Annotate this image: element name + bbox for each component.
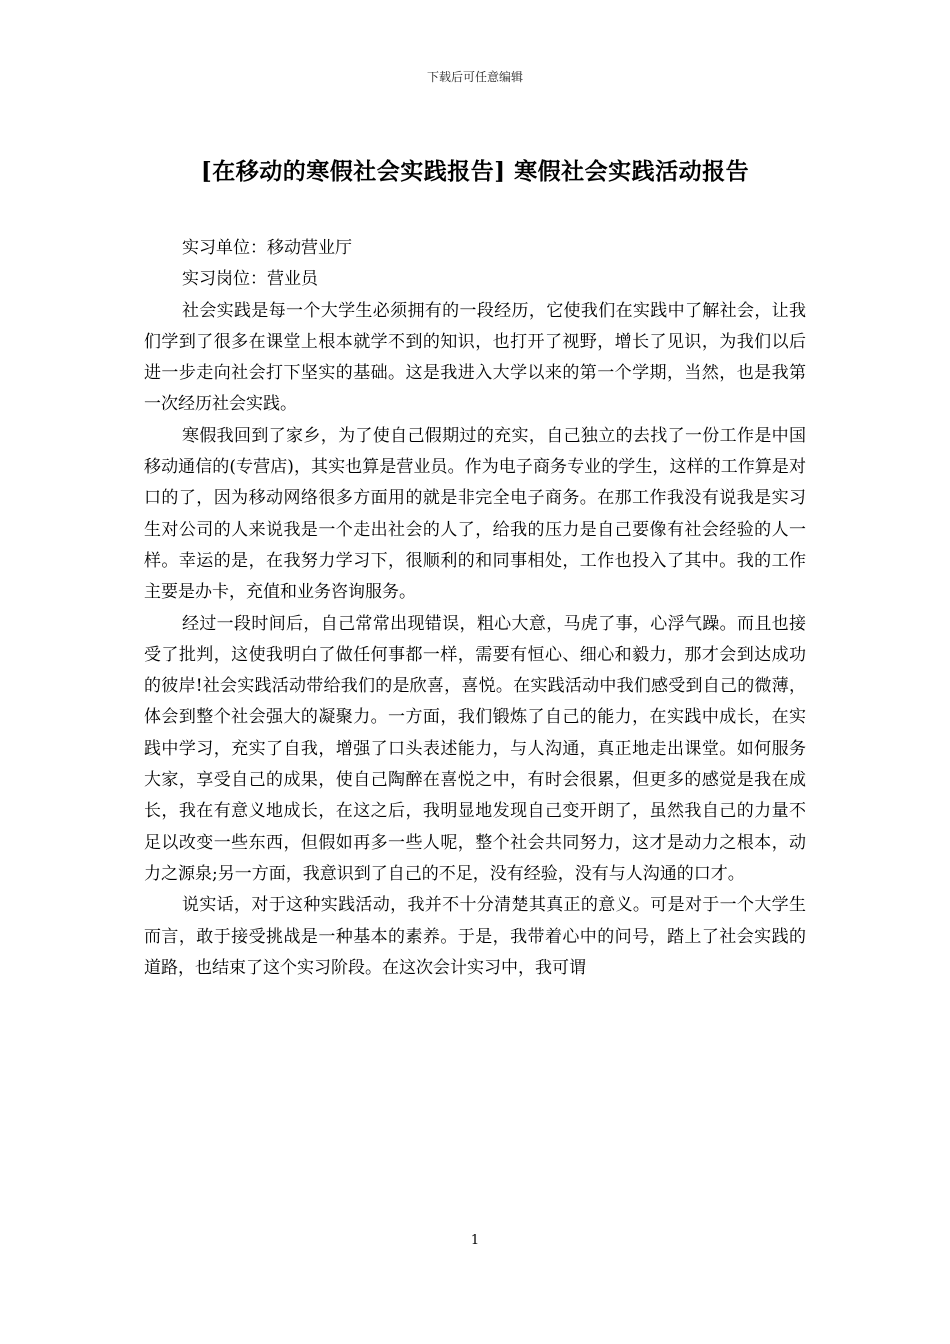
internship-unit: 实习单位：移动营业厅	[182, 238, 352, 258]
paragraph-1: 社会实践是每一个大学生必须拥有的一段经历，它使我们在实践中了解社会，让我们学到了很多在课堂上根本就学不到的知识，也打开了视野，增长了见识，为我们以后进一步走向社会打下坚实的基础。这是我进入大学以来的第一个学期，当然，也是我第一次经历社会实践。	[144, 300, 806, 415]
paragraph-4: 说实话，对于这种实践活动，我并不十分清楚其真正的意义。可是对于一个大学生而言，敢于接受挑战是一种基本的素养。于是，我带着心中的问号，踏上了社会实践的道路，也结束了这个实习阶段。在这次会计实习中，我可谓	[144, 895, 806, 978]
paragraph-3: 经过一段时间后，自己常常出现错误，粗心大意，马虎了事，心浮气躁。而且也接受了批判，这使我明白了做任何事都一样，需要有恒心、细心和毅力，那才会到达成功的彼岸!社会实践活动带给我们的是欣喜，喜悦。在实践活动中我们感受到自己的微薄，体会到整个社会强大的凝聚力。一方面，我们锻炼了自己的能力，在实践中成长，在实践中学习，充实了自我，增强了口头表述能力，与人沟通，真正地走出课堂。如何服务大家，享受自己的成果，使自己陶醉在喜悦之中，有时会很累，但更多的感觉是我在成长，我在有意义地成长，在这之后，我明显地发现自己变开朗了，虽然我自己的力量不足以改变一些东西，但假如再多一些人呢，整个社会共同努力，这才是动力之根本，动力之源泉;另一方面，我意识到了自己的不足，没有经验，没有与人沟通的口才。	[144, 613, 806, 884]
document-title: [在移动的寒假社会实践报告] 寒假社会实践活动报告	[200, 158, 750, 185]
internship-position: 实习岗位：营业员	[182, 269, 318, 290]
document-body	[144, 233, 806, 984]
page-number: 1	[470, 1233, 480, 1248]
paragraph-2: 寒假我回到了家乡，为了使自己假期过的充实，自己独立的去找了一份工作是中国移动通信的(专营店)，其实也算是营业员。作为电子商务专业的学生，这样的工作算是对口的了，因为移动网络很多方面用的就是非完全电子商务。在那工作我没有说我是实习生对公司的人来说我是一个走出社会的人了，给我的压力是自己要像有社会经验的人一样。幸运的是，在我努力学习下，很顺利的和同事相处，工作也投入了其中。我的工作主要是办卡，充值和业务咨询服务。	[144, 425, 806, 603]
header-note: 下载后可任意编辑	[426, 70, 523, 84]
